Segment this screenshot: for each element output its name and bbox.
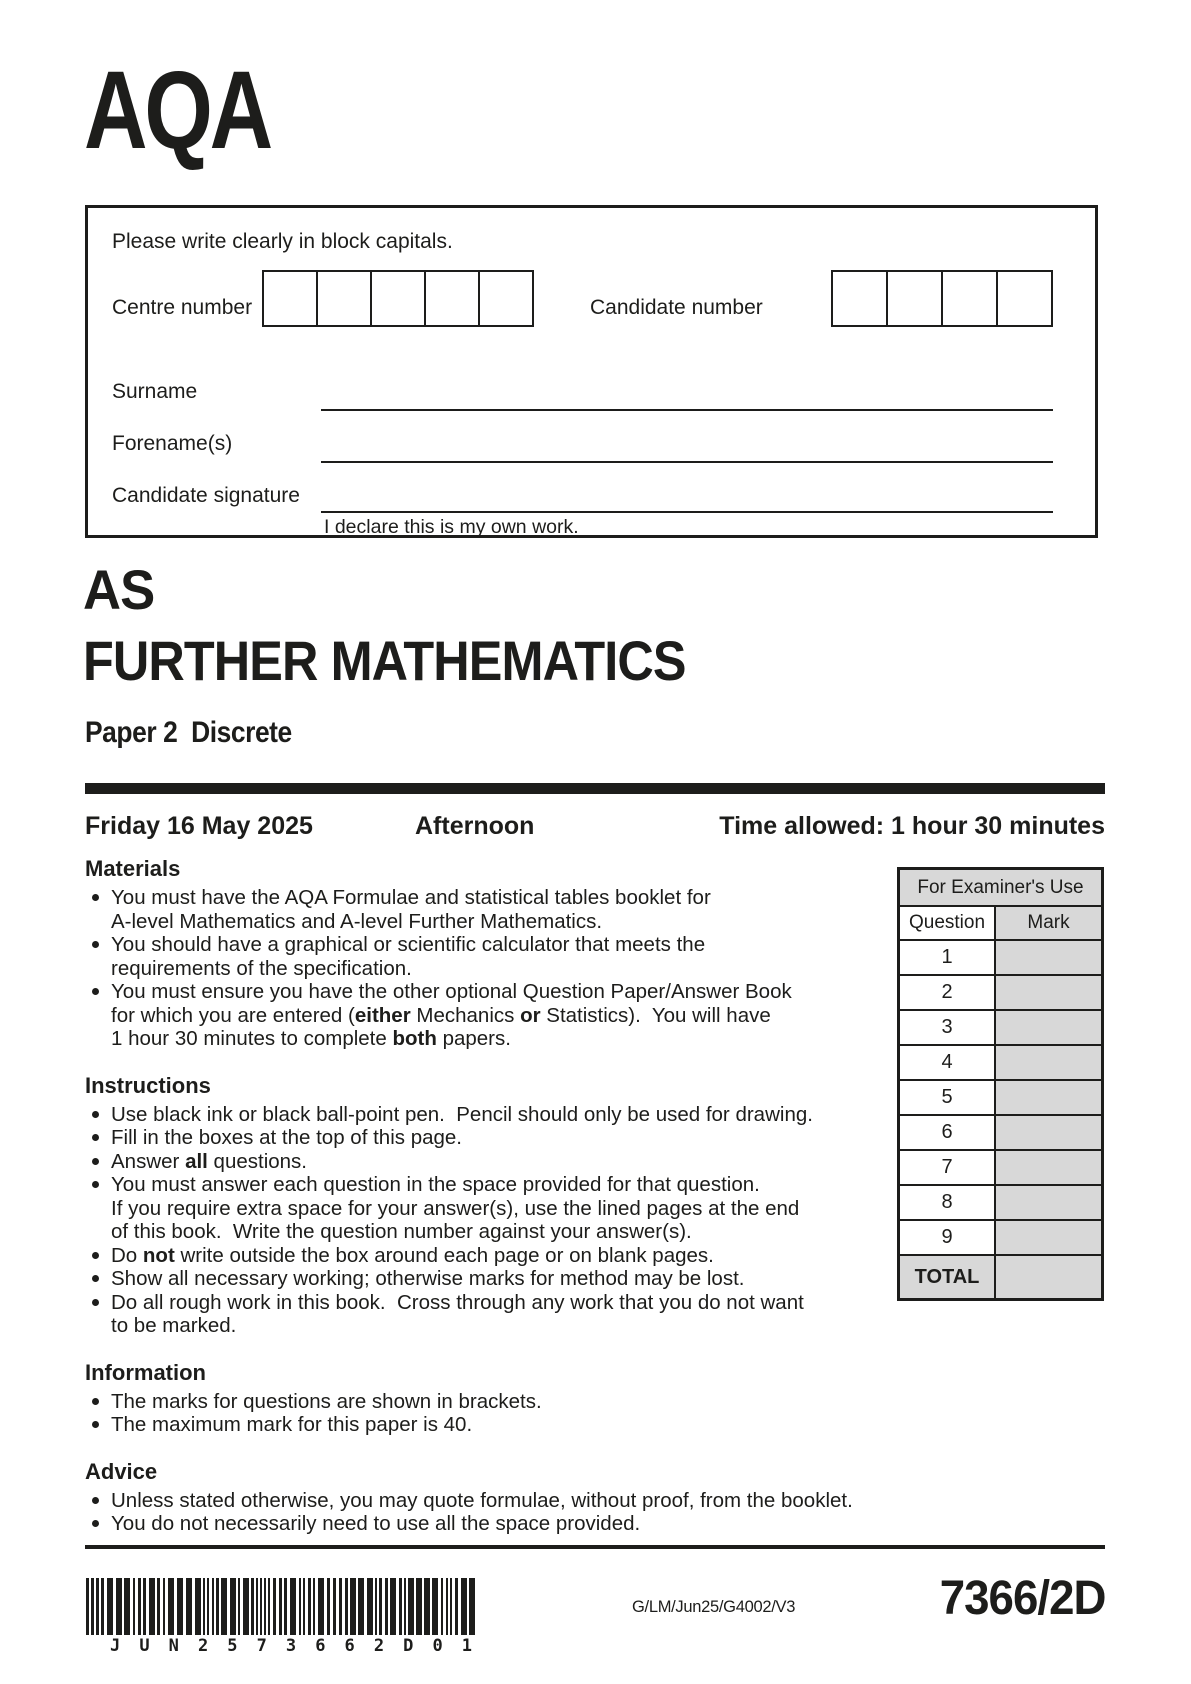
barcode-bar bbox=[385, 1578, 388, 1635]
barcode-bar bbox=[212, 1578, 214, 1635]
centre-number-boxes bbox=[262, 270, 534, 327]
barcode-bar bbox=[279, 1578, 282, 1635]
examiner-table-row bbox=[900, 1081, 1101, 1116]
footer-rule bbox=[85, 1545, 1105, 1549]
barcode-bar bbox=[251, 1578, 254, 1635]
barcode bbox=[86, 1578, 496, 1656]
title-rule bbox=[85, 783, 1105, 794]
centre-number-cell[interactable] bbox=[424, 272, 478, 325]
question-number-cell: 6 bbox=[900, 1116, 996, 1149]
barcode-bar bbox=[390, 1578, 396, 1635]
barcode-bar bbox=[157, 1578, 160, 1635]
barcode-char: 2 bbox=[373, 1636, 385, 1656]
barcode-char: 5 bbox=[227, 1636, 238, 1656]
barcode-bar bbox=[186, 1578, 192, 1635]
barcode-bar bbox=[408, 1578, 414, 1635]
barcode-char: 6 bbox=[315, 1636, 326, 1656]
barcode-bar bbox=[177, 1578, 183, 1635]
candidate-number-cell[interactable] bbox=[886, 272, 941, 325]
question-number-cell: 3 bbox=[900, 1011, 996, 1044]
candidate-details-box bbox=[85, 205, 1098, 538]
candidate-number-boxes bbox=[831, 270, 1053, 327]
exam-session: Afternoon bbox=[415, 812, 535, 840]
session-row bbox=[85, 812, 1105, 842]
barcode-char: N bbox=[168, 1636, 179, 1656]
section-heading-advice: Advice bbox=[85, 1458, 158, 1484]
barcode-bar bbox=[432, 1578, 438, 1635]
barcode-bar bbox=[469, 1578, 475, 1635]
barcode-bar bbox=[101, 1578, 104, 1635]
section-list-advice bbox=[85, 1489, 885, 1536]
mark-cell[interactable] bbox=[996, 1081, 1101, 1114]
barcode-bar bbox=[441, 1578, 443, 1635]
total-label: TOTAL bbox=[900, 1256, 996, 1298]
centre-number-label: Centre number bbox=[112, 296, 253, 319]
declaration-text: I declare this is my own work. bbox=[324, 516, 579, 538]
paper-title: Paper 2 Discrete bbox=[85, 716, 292, 749]
question-column-header: Question bbox=[900, 907, 996, 939]
barcode-bar bbox=[461, 1578, 467, 1635]
barcode-bar bbox=[327, 1578, 330, 1635]
barcode-bar bbox=[96, 1578, 99, 1635]
mark-cell[interactable] bbox=[996, 1186, 1101, 1219]
bullet-item: You do not necessarily need to use all the space provided. bbox=[85, 1512, 885, 1536]
bullet-item: Show all necessary working; otherwise marks for method may be lost. bbox=[85, 1267, 885, 1291]
mark-column-header: Mark bbox=[996, 907, 1101, 939]
barcode-bar bbox=[260, 1578, 262, 1635]
barcode-bar bbox=[358, 1578, 364, 1635]
barcode-bar bbox=[350, 1578, 356, 1635]
mark-cell[interactable] bbox=[996, 976, 1101, 1009]
question-number-cell: 7 bbox=[900, 1151, 996, 1184]
examiner-table-row bbox=[900, 1221, 1101, 1256]
bullet-item: The marks for questions are shown in brackets. bbox=[85, 1390, 885, 1414]
barcode-char: 1 bbox=[461, 1636, 472, 1656]
barcode-bar bbox=[230, 1578, 236, 1635]
instructions-column bbox=[85, 856, 885, 1536]
bullet-item: You must have the AQA Formulae and statistical tables booklet for A-level Mathematics and A-level Further Mathematics. bbox=[85, 886, 885, 933]
centre-number-cell[interactable] bbox=[370, 272, 424, 325]
barcode-bar bbox=[313, 1578, 315, 1635]
forename-label: Forename(s) bbox=[112, 432, 233, 455]
barcode-bar bbox=[345, 1578, 348, 1635]
examiner-table-title: For Examiner's Use bbox=[900, 870, 1101, 907]
barcode-bar bbox=[195, 1578, 201, 1635]
question-number-cell: 8 bbox=[900, 1186, 996, 1219]
forename-line[interactable] bbox=[321, 461, 1053, 463]
section-heading-instructions: Instructions bbox=[85, 1072, 211, 1098]
question-number-cell: 4 bbox=[900, 1046, 996, 1079]
mark-cell[interactable] bbox=[996, 1011, 1101, 1044]
barcode-bar bbox=[163, 1578, 165, 1635]
barcode-char: 6 bbox=[344, 1636, 355, 1656]
section-heading-information: Information bbox=[85, 1359, 206, 1385]
barcode-bar bbox=[138, 1578, 141, 1635]
barcode-char: U bbox=[139, 1636, 150, 1656]
barcode-char: J bbox=[110, 1636, 121, 1656]
question-number-cell: 5 bbox=[900, 1081, 996, 1114]
candidate-number-cell[interactable] bbox=[833, 272, 886, 325]
surname-label: Surname bbox=[112, 380, 198, 403]
bullet-item: You must ensure you have the other optional Question Paper/Answer Book for which you are entered (either Mechanics or Statistics). You will have 1 hour 30 minutes to complete both papers. bbox=[85, 980, 885, 1051]
bullet-item: Answer all questions. bbox=[85, 1150, 885, 1174]
barcode-bar bbox=[303, 1578, 305, 1635]
barcode-bar bbox=[367, 1578, 373, 1635]
barcode-bar bbox=[268, 1578, 270, 1635]
bullet-item: Use black ink or black ball-point pen. Pencil should only be used for drawing. bbox=[85, 1103, 885, 1127]
bullet-item: The maximum mark for this paper is 40. bbox=[85, 1413, 885, 1437]
barcode-bar bbox=[221, 1578, 227, 1635]
barcode-bar bbox=[404, 1578, 406, 1635]
block-capitals-instruction: Please write clearly in block capitals. bbox=[112, 230, 453, 253]
section-list-information bbox=[85, 1390, 885, 1437]
examiner-table-total-row bbox=[900, 1256, 1101, 1298]
barcode-char: 2 bbox=[197, 1636, 209, 1656]
barcode-bar bbox=[124, 1578, 130, 1635]
section-list-materials bbox=[85, 886, 885, 1051]
barcode-char: D bbox=[403, 1636, 414, 1656]
barcode-bar bbox=[284, 1578, 287, 1635]
barcode-bar bbox=[379, 1578, 382, 1635]
barcode-bar bbox=[416, 1578, 422, 1635]
bullet-item: Unless stated otherwise, you may quote formulae, without proof, from the booklet. bbox=[85, 1489, 885, 1513]
centre-number-cell[interactable] bbox=[316, 272, 370, 325]
barcode-bar bbox=[107, 1578, 113, 1635]
barcode-bar bbox=[133, 1578, 135, 1635]
signature-label: Candidate signature bbox=[112, 484, 300, 507]
barcode-bar bbox=[299, 1578, 301, 1635]
examiner-table-row bbox=[900, 1186, 1101, 1221]
bullet-item: Do all rough work in this book. Cross through any work that you do not want to be marked. bbox=[85, 1291, 885, 1338]
section-list-instructions bbox=[85, 1103, 885, 1338]
barcode-bar bbox=[399, 1578, 402, 1635]
barcode-bar bbox=[116, 1578, 122, 1635]
barcode-bar bbox=[375, 1578, 377, 1635]
barcode-bar bbox=[86, 1578, 89, 1635]
centre-number-cell[interactable] bbox=[478, 272, 532, 325]
barcode-bar bbox=[238, 1578, 240, 1635]
mark-cell[interactable] bbox=[996, 1151, 1101, 1184]
mark-cell[interactable] bbox=[996, 1046, 1101, 1079]
surname-line[interactable] bbox=[321, 409, 1053, 411]
barcode-bar bbox=[207, 1578, 209, 1635]
candidate-number-label: Candidate number bbox=[590, 296, 763, 319]
signature-line[interactable] bbox=[321, 511, 1053, 513]
barcode-bar bbox=[290, 1578, 296, 1635]
paper-code: 7366/2D bbox=[939, 1572, 1105, 1625]
barcode-bar bbox=[455, 1578, 458, 1635]
examiner-table-row bbox=[900, 1011, 1101, 1046]
bullet-item: Do not write outside the box around each page or on blank pages. bbox=[85, 1244, 885, 1268]
qualification-level: AS bbox=[83, 558, 155, 621]
footer-reference: G/LM/Jun25/G4002/V3 bbox=[632, 1598, 796, 1616]
barcode-char: 3 bbox=[285, 1636, 297, 1656]
bullet-item: You should have a graphical or scientific calculator that meets the requirements of the specification. bbox=[85, 933, 885, 980]
examiner-table-row bbox=[900, 941, 1101, 976]
barcode-bar bbox=[149, 1578, 155, 1635]
barcode-bar bbox=[424, 1578, 430, 1635]
subject-title: FURTHER MATHEMATICS bbox=[83, 629, 686, 692]
examiner-table-row bbox=[900, 1151, 1101, 1186]
mark-cell[interactable] bbox=[996, 941, 1101, 974]
barcode-bar bbox=[339, 1578, 342, 1635]
question-number-cell: 1 bbox=[900, 941, 996, 974]
barcode-bar bbox=[273, 1578, 276, 1635]
section-heading-materials: Materials bbox=[85, 856, 181, 881]
total-mark-cell[interactable] bbox=[996, 1256, 1101, 1298]
barcode-bars bbox=[86, 1578, 496, 1635]
barcode-bar bbox=[143, 1578, 146, 1635]
barcode-char: 0 bbox=[432, 1636, 443, 1656]
examiner-table-row bbox=[900, 976, 1101, 1011]
candidate-number-cell[interactable] bbox=[941, 272, 996, 325]
barcode-bar bbox=[450, 1578, 452, 1635]
barcode-bar bbox=[333, 1578, 336, 1635]
exam-date: Friday 16 May 2025 bbox=[85, 812, 313, 840]
barcode-bar bbox=[168, 1578, 174, 1635]
barcode-char: 7 bbox=[256, 1636, 267, 1656]
barcode-bar bbox=[243, 1578, 249, 1635]
examiner-table-row bbox=[900, 1046, 1101, 1081]
barcode-bar bbox=[446, 1578, 448, 1635]
mark-cell[interactable] bbox=[996, 1116, 1101, 1149]
barcode-text bbox=[110, 1636, 472, 1656]
barcode-bar bbox=[216, 1578, 219, 1635]
barcode-bar bbox=[203, 1578, 205, 1635]
question-number-cell: 9 bbox=[900, 1221, 996, 1254]
barcode-bar bbox=[308, 1578, 311, 1635]
examiner-table bbox=[897, 867, 1104, 1301]
barcode-bar bbox=[318, 1578, 324, 1635]
question-number-cell: 2 bbox=[900, 976, 996, 1009]
examiner-table-row bbox=[900, 1116, 1101, 1151]
barcode-bar bbox=[256, 1578, 258, 1635]
time-allowed: Time allowed: 1 hour 30 minutes bbox=[719, 812, 1105, 840]
bullet-item: You must answer each question in the space provided for that question. If you require extra space for your answer(s), use the lined pages at the end of this book. Write the question number against your answer(s). bbox=[85, 1173, 885, 1244]
mark-cell[interactable] bbox=[996, 1221, 1101, 1254]
bullet-item: Fill in the boxes at the top of this page. bbox=[85, 1126, 885, 1150]
candidate-number-cell[interactable] bbox=[996, 272, 1051, 325]
examiner-table-header bbox=[900, 907, 1101, 941]
barcode-bar bbox=[91, 1578, 94, 1635]
barcode-bar bbox=[264, 1578, 266, 1635]
aqa-logo: AQA bbox=[84, 49, 270, 172]
centre-number-cell[interactable] bbox=[264, 272, 316, 325]
